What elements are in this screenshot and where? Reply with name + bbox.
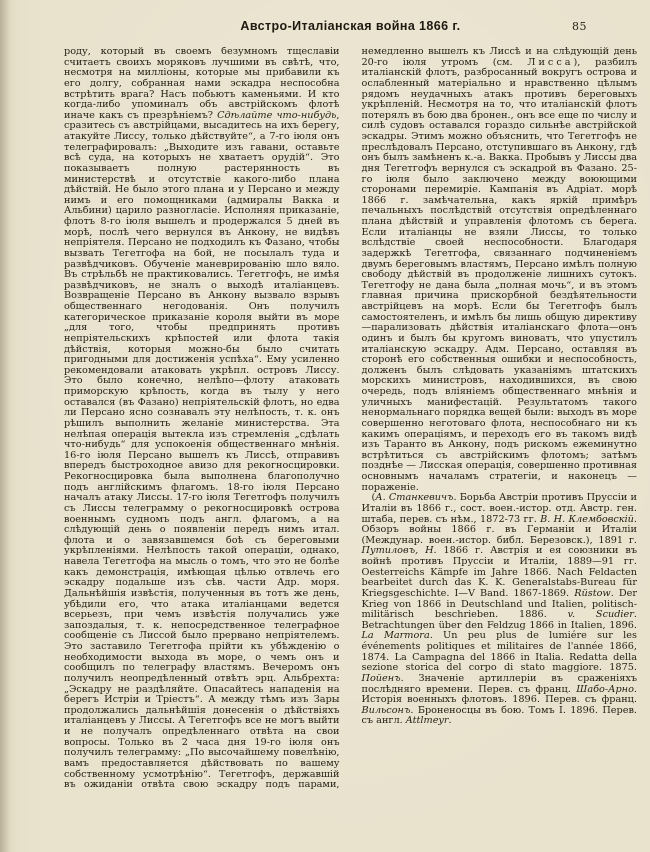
running-header: [64, 19, 637, 37]
page-number: 85: [572, 20, 587, 33]
article-text-columns: [64, 47, 637, 793]
bibliography-paragraph: (А. Станкевичъ. Борьба Австріи противъ Пруссіи и Италіи въ 1866 г., сост. воен.-истор. отд. Австр. ген. штаба, перев. съ нѣм., 1872-73 гг. В. Н. Клембовскій. Обзоръ войны 1866 г. въ Германіи и Италіи (Междунар. воен.-истор. библ. Березовск.), 1891 г. Путиловъ, Н. 1866 г. Австрія и ея союзники въ войнѣ противъ Пруссіи и Италіи, 1889—91 гг. Oesterreichs Kämpfe im Jahre 1866. Nach Feldacten bearbeitet durch das K. K. Generalstabs-Bureau für Kriegsgeschichte. I—V Band. 1867-1869. Rüstow. Der Krieg von 1866 in Deutschland und Italien, politisch-militärisch beschrieben. 1886. v. Scudier. Betrachtungen über den Feldzug 1866 in Italien, 1896. La Marmora. Un peu plus de lumiére sur les événements politiques et militaires de l'année 1866, 1874. La Campagna del 1866 in Italia. Redatta della sezione storica del corpo di stato maggiore. 1875. Пойенъ. Значеніе артиллеріи въ сраженіяхъ послѣдняго времени. Перев. съ франц. Шабо-Арно. Исторія военныхъ флотовъ. 1896. Перев. съ франц. Вильсонъ. Броненосцы въ бою. Томъ I. 1896. Перев. съ англ. Attlmeyr.: [361, 492, 637, 727]
scan-edge-shadow: [0, 0, 10, 852]
main-paragraph: роду, который въ своемъ безумномъ тщеславіи считаетъ своихъ моряковъ лучшими въ свѣтѣ, что, несмотря на милліоны, которые мы прибавили къ его долгу, собранная нами эскадра неспособна встрѣтить врага? Насъ побьютъ каменьями. И кто когда-либо упоминалъ объ австрійскомъ флотѣ иначе какъ съ презрѣніемъ? Сдѣлайте что-нибудь, сразитесь съ австрійцами, высадитесь на ихъ берегу, атакуйте Лиссу, только дѣйствуйте“, а 7-го іюля онъ телеграфировалъ: „Выходите изъ гавани, оставьте всѣ суда, на которыхъ не хватаетъ орудій“. Это показываетъ полную растерянность въ министерствѣ и отсутствіе какого-либо плана дѣйствій. Не было этого плана и у Персано и между нимъ и его помощниками (адмиралы Вакка и Альбини) царило разногласіе. Исполняя приказаніе, флотъ 8-го іюля вышелъ и продержался 5 дней въ морѣ, послѣ чего вернулся въ Анкону, не видѣвъ непріятеля. Персано не подходилъ къ Фазано, чтобы вызвать Тегетгофа на бой, не посылалъ туда и развѣдчиковъ. Обученіе маневрированію шло вяло. Въ стрѣльбѣ не практиковались. Тегетгофъ, не имѣя развѣдчиковъ, не зналъ о выходѣ италіанцевъ. Возвращеніе Персано въ Анкону вызвало взрывъ общественнаго негодованія. Онъ получилъ категорическое приказаніе короля выйти въ море „для того, чтобы предпринять противъ непріятельскихъ крѣпостей или флота такія дѣйствія, которыя можно-бы было считать пригодными для достиженія успѣха“. Ему усиленно рекомендовали атаковать укрѣпл. островъ Лиссу. Это было конечно, нелѣпо—флоту атаковать приморскую крѣпость, когда въ тылу у него оставался (въ Фазано) непріятельскій флотъ, но едва ли Персано ясно сознавалъ эту нелѣпость, т. к. онъ рѣшилъ выполнить желаніе министерства. Эта нелѣпая операція вытекла изъ стремленія „сдѣлать что-нибудь“ для успокоенія общественнаго мнѣнія. 16-го іюля Персано вышелъ къ Лиссѣ, отправивъ впередъ быстроходное авизо для рекогносцировки. Рекогносцировка была выполнена благополучно подъ англійскимъ флагомъ. 18-го іюля Персано началъ атаку Лиссы. 17-го іюля Тегетгофъ получилъ съ Лиссы телеграмму о рекогносцировкѣ острова военнымъ судномъ подъ англ. флагомъ, а на слѣдующій день о появленіи передъ нимъ итал. флота и о завязавшемся боѣ съ береговыми укрѣпленіями. Нелѣпость такой операціи, однако, навела Тегетгофа на мысль о томъ, что это не болѣе какъ демонстрація, имѣющая цѣлью отвлечь его эскадру подальше изъ сѣв. части Адр. моря. Дальнѣйшія извѣстія, полученныя въ тотъ же день, убѣдили его, что атака италіанцами ведется всерьезъ, при чемъ извѣстія получались уже запоздалыя, т. к. непосредственное телеграфное сообщеніе съ Лиссой было прервано непріятелемъ. Это заставило Тегетгофа прійти къ убѣжденію о необходимости выхода въ море, о чемъ онъ и сообщилъ по телеграфу властямъ. Вечеромъ онъ получилъ неопредѣленный отвѣтъ эрц. Альбрехта: „Эскадру не раздѣляйте. Опасайтесь нападенія на берегъ Истріи и Тріестъ“. А между тѣмъ изъ Зары продолжались дальнѣйшія донесенія о дѣйствіяхъ италіанцевъ у Лиссы. А Тегетгофъ все не могъ выйти и не получалъ опредѣленнаго отвѣта на свои вопросы. Только въ 2 часа дня 19-го іюля онъ получилъ телеграмму: „По высочайшему повелѣнію, вамъ предоставляется дѣйствовать по вашему собственному усмотрѣнію“. Тегетгофъ, державшій въ ожиданіи отвѣта свою эскадру подъ парами, немедленно вышелъ къ Лиссѣ и на слѣдующій день 20-го іюля утромъ (см. Лисса), разбилъ италіанскій флотъ, разбросанный вокругъ острова и ослабленный матеріально и нравственно цѣлымъ рядомъ неудачныхъ атакъ противъ береговыхъ укрѣпленій. Несмотря на то, что италіанскій флотъ потерялъ въ бою два бронен., онъ все еще по числу и силѣ судовъ оставался гораздо сильнѣе австрійской эскадры. Этимъ можно объяснить, что Тегетгофъ не преслѣдовалъ Персано, отступившаго въ Анкону, гдѣ онъ былъ замѣненъ к.-а. Вакка. Пробывъ у Лиссы два дня Тегетгофъ вернулся съ эскадрой въ Фазано. 25-го іюля было заключено между воюющими сторонами перемиріе. Кампанія въ Адріат. морѣ 1866 г. замѣчательна, какъ яркій примѣръ печальныхъ послѣдствій отсутствія опредѣленнаго плана дѣйствій и управленія флотомъ съ берега. Если италіанцы не взяли Лиссы, то только вслѣдствіе своей неспособности. Благодаря задержкѣ Тегетгофа, связаннаго подчиненіемъ двумъ береговымъ властямъ, Персано имѣлъ полную свободу дѣйствій въ продолженіе лишнихъ сутокъ. Тегетгофу не дана была „полная мочь“, и въ этомъ главная причина прискорбной бездѣятельности австрійцевъ на морѣ. Если бы Тегетгофъ былъ самостоятеленъ, и имѣлъ бы лишь общую директиву—парализовать дѣйствія италіанскаго флота—онъ одинъ и былъ бы кругомъ виноватъ, что упустилъ италіанскую эскадру. Адм. Персано, оставляя въ сторонѣ его собственныя ошибки и неспособность, долженъ былъ слѣдовать указаніямъ штатскихъ морскихъ министровъ, находившихся, въ свою очередь, подъ вліяніемъ общественнаго мнѣнія и уличныхъ манифестацій. Результатомъ такого ненормальнаго порядка вещей были: выходъ въ море совершенно неготоваго флота, неспособнаго ни къ какимъ операціямъ, и переходъ его въ такомъ видѣ изъ Таранто въ Анкону, подъ рискомъ ежеминутно встрѣтиться съ австрійскимъ флотомъ; затѣмъ позднѣе — Лисская операція, совершенно противная основнымъ началамъ стратегіи, и наконецъ — пораженіе.: [64, 47, 637, 791]
running-header-title: Австро-Италіанская война 1866 г.: [240, 19, 461, 33]
